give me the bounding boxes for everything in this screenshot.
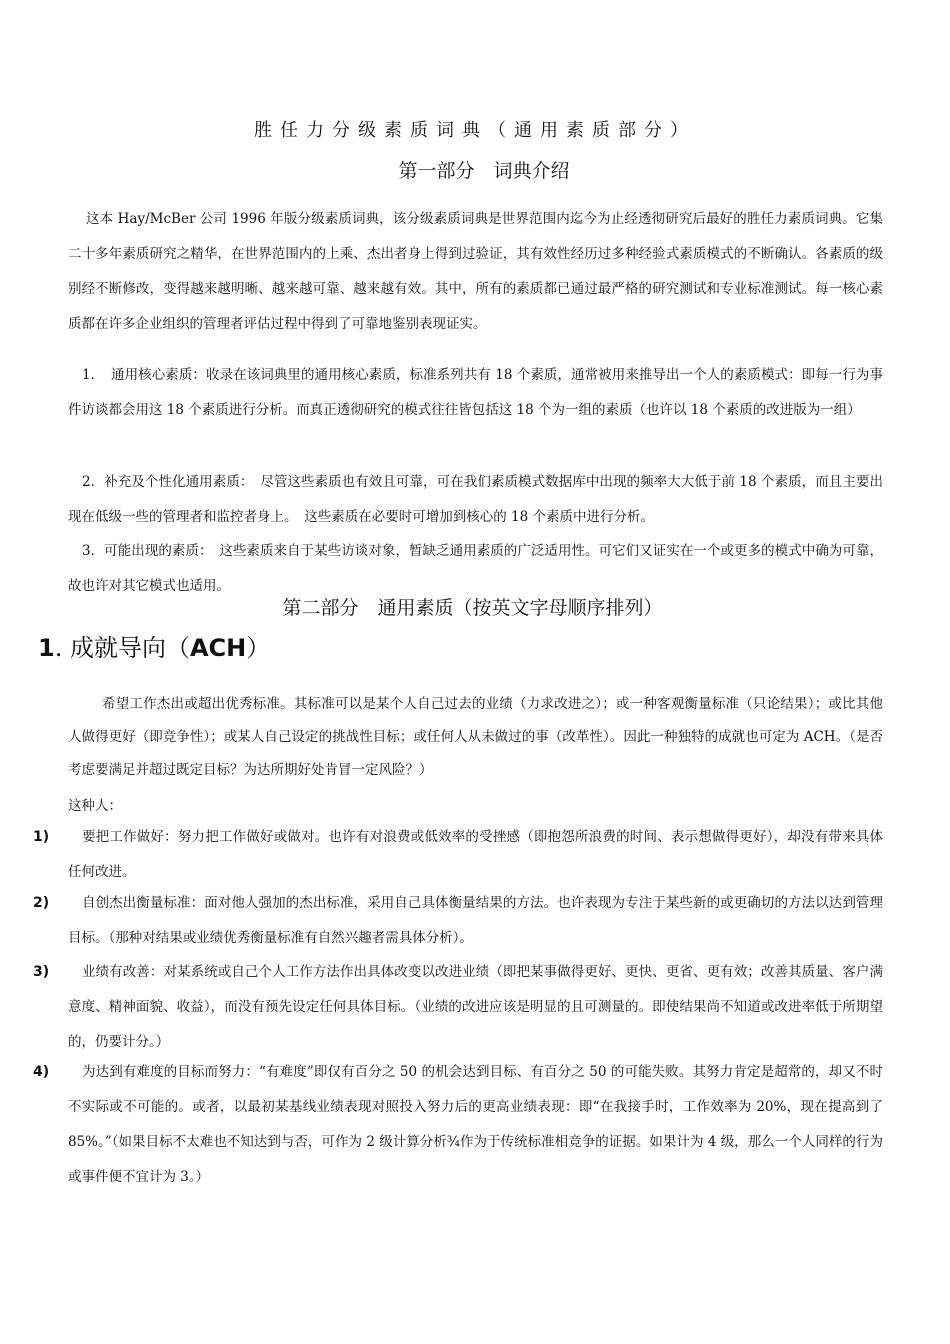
list-item-marker: 4) — [33, 1064, 50, 1080]
list-item-marker: 2) — [33, 895, 50, 911]
section-name: 成就导向（ — [69, 634, 190, 662]
list-item-text: 自创杰出衡量标准：面对他人强加的杰出标准，采用自己具体衡量结果的方法。也许表现为专注于某些新的或更确切的方法以达到管理目标。（那种对结果或业绩优秀衡量标准有自然兴趣者需具体分析）。 — [68, 895, 883, 946]
kind-label: 这种人： — [68, 798, 122, 814]
numbered-paragraph-1: 1． 通用核心素质：收录在该词典里的通用核心素质，标准系列共有 18 个素质，通常被用来推导出一个人的素质模式：即每一行为事件访谈都会用这 18 个素质进行分析。而真正透彻研究的模式往往皆包括这 18 个为一组的素质（也许以 18 个素质的改进版为一组） — [68, 367, 883, 418]
section-description: 希望工作杰出或超出优秀标准。其标准可以是某个人自己过去的业绩（力求改进之）；或一种客观衡量标准（只论结果）；或比其他人做得更好（即竞争性）；或某人自己设定的挑战性目标；或任何人从未做过的事（改革性）。因此一种独特的成就也可定为 ACH。（是否考虑要满足并超过既定目标？为达所期好处肯冒一定风险？） — [68, 696, 883, 778]
part2-heading: 第二部分 通用素质（按英文字母顺序排列） — [282, 597, 663, 619]
part1-heading: 第一部分 词典介绍 — [398, 160, 570, 182]
section-close: ） — [246, 634, 271, 662]
section-number: 1 — [38, 634, 55, 662]
section-number-dot: . — [54, 634, 63, 662]
numbered-paragraph-3: 3．可能出现的素质： 这些素质来自于某些访谈对象，暂缺乏通用素质的广泛适用性。可它们又证实在一个或更多的模式中确为可靠，故也许对其它模式也适用。 — [68, 543, 883, 594]
section-acronym: ACH — [189, 634, 247, 662]
list-item-marker: 1) — [33, 829, 50, 845]
document-title: 胜任力分级素质词典（通用素质部分） — [254, 120, 696, 141]
list-item-text: 业绩有改善：对某系统或自己个人工作方法作出具体改变以改进业绩（即把某事做得更好、更快、更省、更有效；改善其质量、客户满意度、精神面貌、收益），而没有预先设定任何具体目标。（业绩的改进应该是明显的且可测量的。即使结果尚不知道或改进率低于所期望的，仍要计分。） — [68, 964, 883, 1050]
intro-paragraph: 这本 Hay/McBer 公司 1996 年版分级素质词典，该分级素质词典是世界范围内迄今为止经透彻研究后最好的胜任力素质词典。它集二十多年素质研究之精华，在世界范围内的上乘、杰出者身上得到过验证，其有效性经历过多种经验式素质模式的不断确认。各素质的级别经不断修改，变得越来越明晰、越来越可靠、越来越有效。其中，所有的素质都已通过最严格的研究测试和专业标准测试。每一核心素质都在许多企业组织的管理者评估过程中得到了可靠地鉴别表现证实。 — [68, 211, 883, 332]
numbered-paragraph-2: 2．补充及个性化通用素质： 尽管这些素质也有效且可靠，可在我们素质模式数据库中出现的频率大大低于前 18 个素质，而且主要出现在低级一些的管理者和监控者身上。 这些素质在必要时可增加到核心的 18 个素质中进行分析。 — [68, 474, 883, 525]
list-item-text: 为达到有难度的目标而努力：“有难度”即仅有百分之 50 的机会达到目标、有百分之 50 的可能失败。其努力肯定是超常的，却又不时不实际或不可能的。或者，以最初某基线业绩表现对照投入努力后的更高业绩表现：即“在我接手时，工作效率为 20%，现在提高到了 85%。”（如果目标不太难也不知达到与否，可作为 2 级计算分析¾作为于传统标准相竞争的证据。如果计为 4 级，那么一个人同样的行为或事件便不宜计为 3。） — [68, 1064, 897, 1185]
list-item-marker: 3) — [33, 964, 50, 980]
section-heading — [38, 628, 270, 663]
list-item-text: 要把工作做好：努力把工作做好或做对。也许有对浪费或低效率的受挫感（即抱怨所浪费的时间、表示想做得更好），却没有带来具体任何改进。 — [68, 829, 883, 880]
